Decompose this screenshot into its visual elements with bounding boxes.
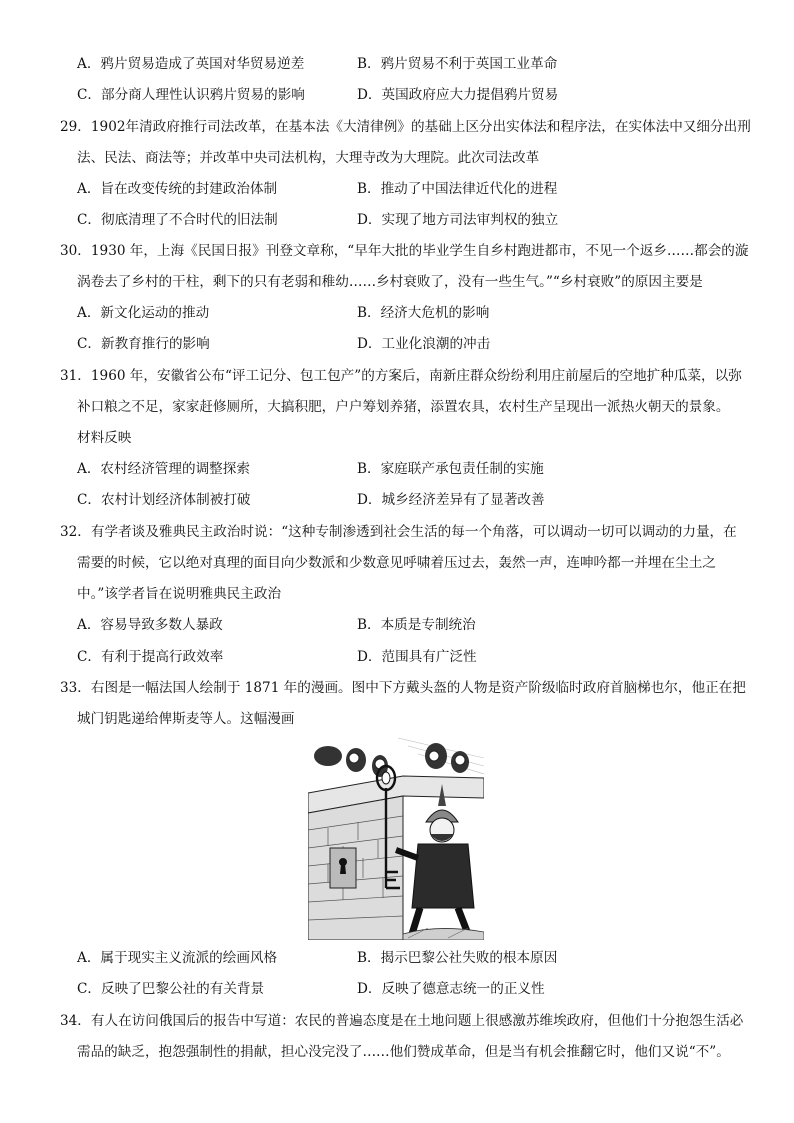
q28-option-a[interactable]: A．鸦片贸易造成了英国对华贸易逆差 xyxy=(77,56,305,72)
cartoon-1871-image xyxy=(308,738,484,940)
q30-option-d[interactable]: D．工业化浪潮的冲击 xyxy=(357,336,491,352)
q28-option-b[interactable]: B．鸦片贸易不利于英国工业革命 xyxy=(357,56,558,72)
q31-option-d[interactable]: D．城乡经济差异有了显著改善 xyxy=(357,492,545,508)
q29-stem-line-1: 29．1902年清政府推行司法改革，在基本法《大清律例》的基础上区分出实体法和程序法，在实体法中又细分出刑 xyxy=(60,119,751,135)
q32-option-c[interactable]: C．有利于提高行政效率 xyxy=(77,649,224,665)
q33-option-c[interactable]: C．反映了巴黎公社的有关背景 xyxy=(77,981,265,997)
q30-option-c[interactable]: C．新教育推行的影响 xyxy=(77,336,210,352)
q30-stem-line-1: 30．1930 年，上海《民国日报》刊登文章称，“早年大批的毕业学生自乡村跑进都市，不见一个返乡……都会的漩 xyxy=(60,243,749,259)
q30-stem-line-2: 涡卷去了乡村的干柱，剩下的只有老弱和稚幼……乡村衰败了，没有一些生气。”“乡村衰败”的原因主要是 xyxy=(77,274,703,290)
q31-option-c[interactable]: C．农村计划经济体制被打破 xyxy=(77,492,251,508)
q33-stem-line-1: 33．右图是一幅法国人绘制于 1871 年的漫画。图中下方戴头盔的人物是资产阶级临时政府首脑梯也尔，他正在把 xyxy=(60,680,746,696)
q30-option-a[interactable]: A．新文化运动的推动 xyxy=(77,305,210,321)
q29-option-d[interactable]: D．实现了地方司法审判权的独立 xyxy=(357,212,559,228)
q33-option-b[interactable]: B．揭示巴黎公社失败的根本原因 xyxy=(357,950,558,966)
q29-stem-line-2: 法、民法、商法等；并改革中央司法机构，大理寺改为大理院。此次司法改革 xyxy=(77,150,540,166)
q32-stem-line-3: 中。”该学者旨在说明雅典民主政治 xyxy=(77,586,282,602)
q31-stem-line-3: 材料反映 xyxy=(77,430,132,446)
q33-option-d[interactable]: D．反映了德意志统一的正义性 xyxy=(357,981,545,997)
q29-option-a[interactable]: A．旨在改变传统的封建政治体制 xyxy=(77,181,278,197)
q33-stem-line-2: 城门钥匙递给俾斯麦等人。这幅漫画 xyxy=(77,711,295,727)
q31-option-b[interactable]: B．家庭联产承包责任制的实施 xyxy=(357,461,544,477)
q31-stem-line-2: 补口粮之不足，家家赶修厕所，大搞积肥，户户筹划养猪，添置农具，农村生产呈现出一派热火朝天的景象。 xyxy=(77,399,730,415)
q32-stem-line-2: 需要的时候，它以绝对真理的面目向少数派和少数意见呼啸着压过去，轰然一声，连呻吟都一并埋在尘土之 xyxy=(77,555,716,571)
q33-option-a[interactable]: A．属于现实主义流派的绘画风格 xyxy=(77,950,278,966)
q31-stem-line-1: 31．1960 年，安徽省公布“评工记分、包工包产”的方案后，南新庄群众纷纷利用庄前屋后的空地扩种瓜菜，以弥 xyxy=(60,368,742,384)
q32-option-d[interactable]: D．范围具有广泛性 xyxy=(357,649,477,665)
q32-option-a[interactable]: A．容易导致多数人暴政 xyxy=(77,617,223,633)
q29-option-c[interactable]: C．彻底清理了不合时代的旧法制 xyxy=(77,212,278,228)
q32-stem-line-1: 32．有学者谈及雅典民主政治时说：“这种专制渗透到社会生活的每一个角落，可以调动一切可以调动的力量，在 xyxy=(60,524,737,540)
q30-option-b[interactable]: B．经济大危机的影响 xyxy=(357,305,490,321)
q31-option-a[interactable]: A．农村经济管理的调整探索 xyxy=(77,461,250,477)
q32-option-b[interactable]: B．本质是专制统治 xyxy=(357,617,476,633)
q29-option-b[interactable]: B．推动了中国法律近代化的进程 xyxy=(357,181,558,197)
q34-stem-line-1: 34．有人在访问俄国后的报告中写道：农民的普遍态度是在土地问题上很感激苏维埃政府，但他们十分抱怨生活必 xyxy=(60,1013,744,1029)
q28-option-d[interactable]: D．英国政府应大力提倡鸦片贸易 xyxy=(357,87,559,103)
q34-stem-line-2: 需品的缺乏，抱怨强制性的捐献，担心没完没了……他们赞成革命，但是当有机会推翻它时，他们又说“不”。 xyxy=(77,1044,730,1060)
q28-option-c[interactable]: C．部分商人理性认识鸦片贸易的影响 xyxy=(77,87,305,103)
